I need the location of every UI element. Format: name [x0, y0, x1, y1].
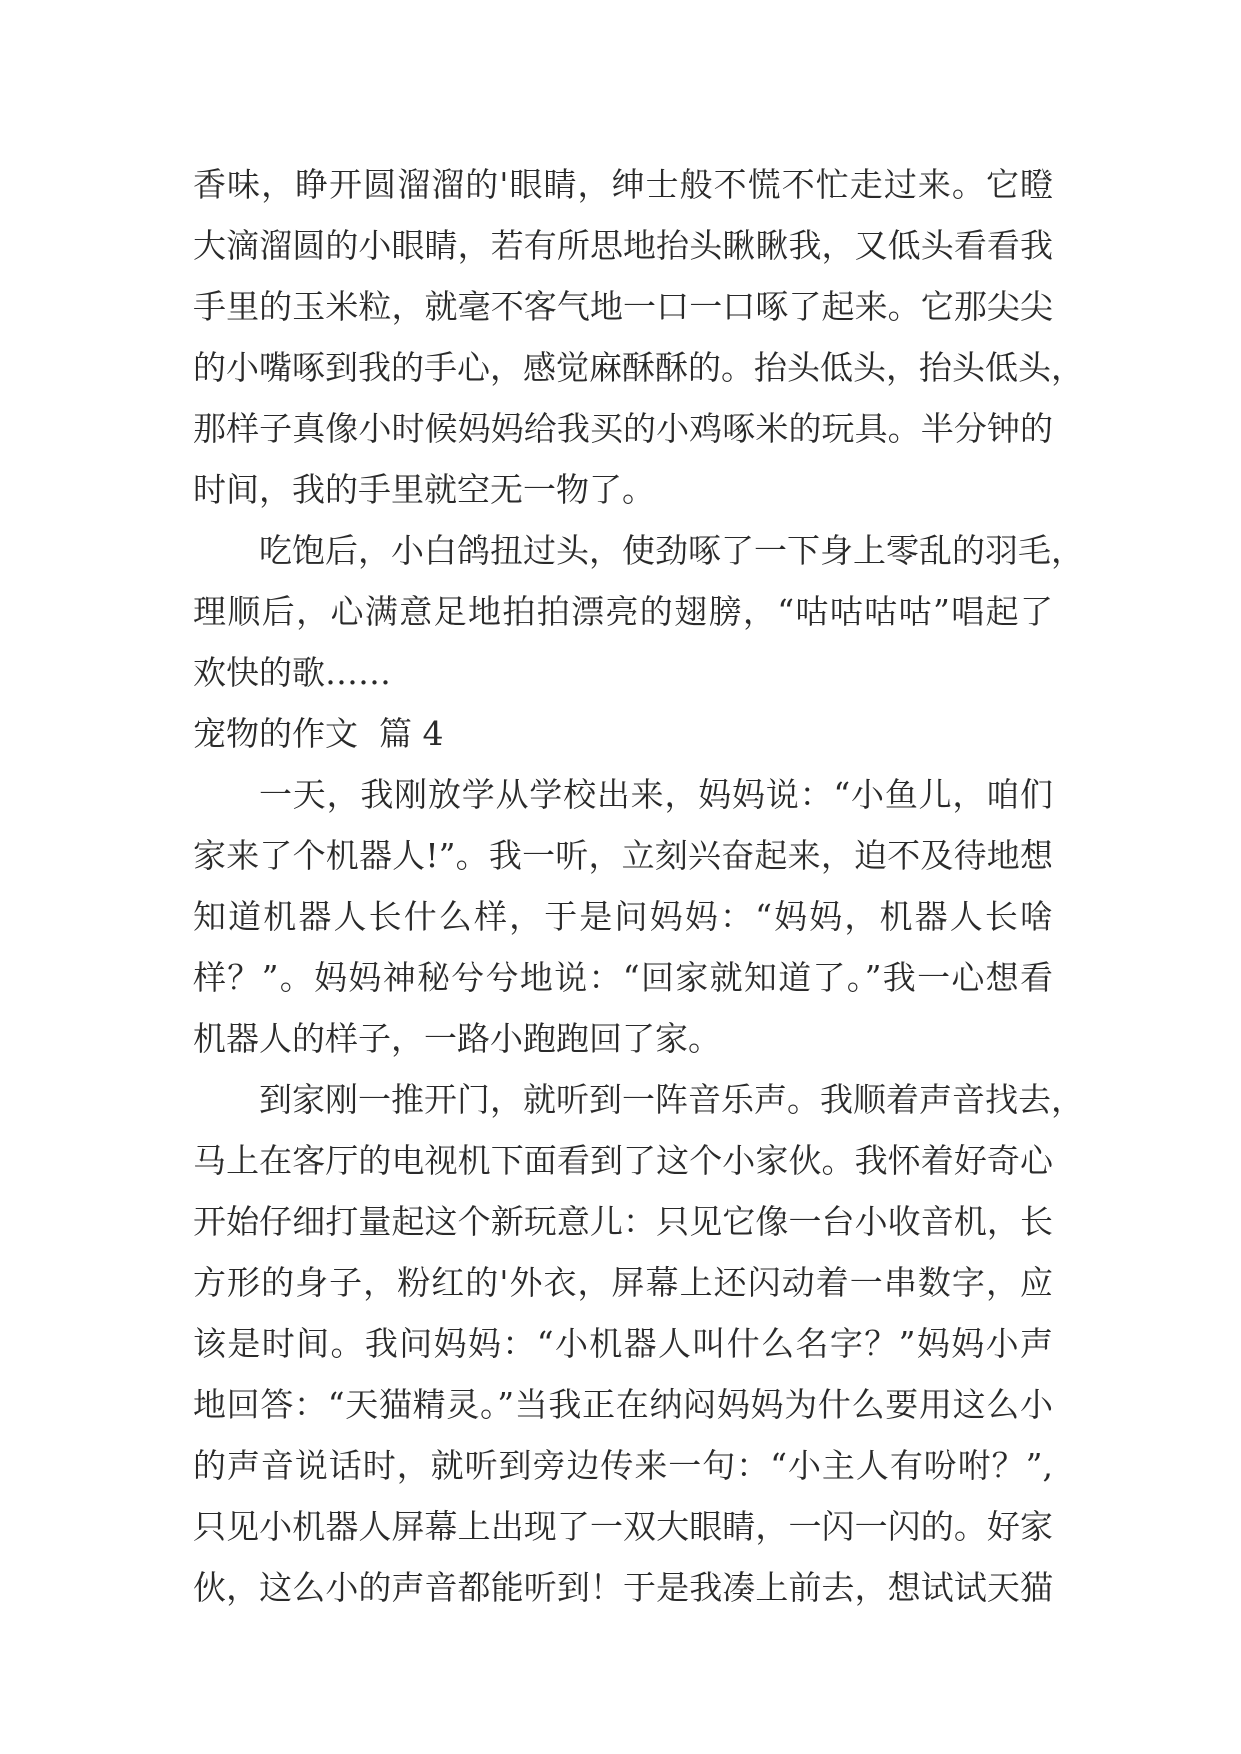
paragraph-3	[193, 764, 1053, 1069]
text-line: 的声音说话时，就听到旁边传来一句：“小主人有吩咐？”,	[193, 1446, 1053, 1485]
text-line: 到家刚一推开门，就听到一阵音乐声。我顺着声音找去，	[259, 1080, 1084, 1119]
text-line: 机器人的样子，一路小跑跑回了家。	[193, 1019, 721, 1058]
text-line: 马上在客厅的电视机下面看到了这个小家伙。我怀着好奇心	[193, 1141, 1053, 1180]
text-line: 方形的身子，粉红的'外衣，屏幕上还闪动着一串数字，应	[193, 1263, 1053, 1302]
section-heading: 宠物的作文 篇 4	[193, 714, 444, 753]
text-line: 手里的玉米粒，就毫不客气地一口一口啄了起来。它那尖尖	[193, 287, 1053, 326]
text-line: 一天，我刚放学从学校出来，妈妈说：“小鱼儿，咱们	[259, 775, 1053, 814]
text-line: 吃饱后，小白鸽扭过头，使劲啄了一下身上零乱的羽毛，	[259, 531, 1084, 570]
text-line: 那样子真像小时候妈妈给我买的小鸡啄米的玩具。半分钟的	[193, 409, 1053, 448]
text-line: 知道机器人长什么样，于是问妈妈：“妈妈，机器人长啥	[193, 897, 1053, 936]
text-line: 大滴溜圆的小眼睛，若有所思地抬头瞅瞅我，又低头看看我	[193, 226, 1053, 265]
text-line: 伙，这么小的声音都能听到！于是我凑上前去，想试试天猫	[193, 1568, 1053, 1607]
text-line: 该是时间。我问妈妈：“小机器人叫什么名字？”妈妈小声	[193, 1324, 1053, 1363]
text-line: 香味，睁开圆溜溜的'眼睛，绅士般不慌不忙走过来。它瞪	[193, 165, 1053, 204]
text-line: 时间，我的手里就空无一物了。	[193, 470, 655, 509]
text-line: 只见小机器人屏幕上出现了一双大眼睛，一闪一闪的。好家	[193, 1507, 1053, 1546]
text-line: 开始仔细打量起这个新玩意儿：只见它像一台小收音机，长	[193, 1202, 1053, 1241]
text-line: 地回答：“天猫精灵。”当我正在纳闷妈妈为什么要用这么小	[193, 1385, 1053, 1424]
paragraph-4	[193, 1069, 1084, 1618]
text-line: 理顺后，心满意足地拍拍漂亮的翅膀，“咕咕咕咕”唱起了	[193, 592, 1053, 631]
paragraph-2	[193, 520, 1084, 703]
text-line: 欢快的歌……	[193, 653, 391, 692]
text-line: 的小嘴啄到我的手心，感觉麻酥酥的。抬头低头，抬头低头，	[193, 348, 1084, 387]
document-body	[193, 154, 1084, 1618]
text-line: 样？”。妈妈神秘兮兮地说：“回家就知道了。”我一心想看	[193, 958, 1053, 997]
text-line: 家来了个机器人!”。我一听，立刻兴奋起来，迫不及待地想	[193, 836, 1053, 875]
paragraph-1	[193, 154, 1084, 520]
